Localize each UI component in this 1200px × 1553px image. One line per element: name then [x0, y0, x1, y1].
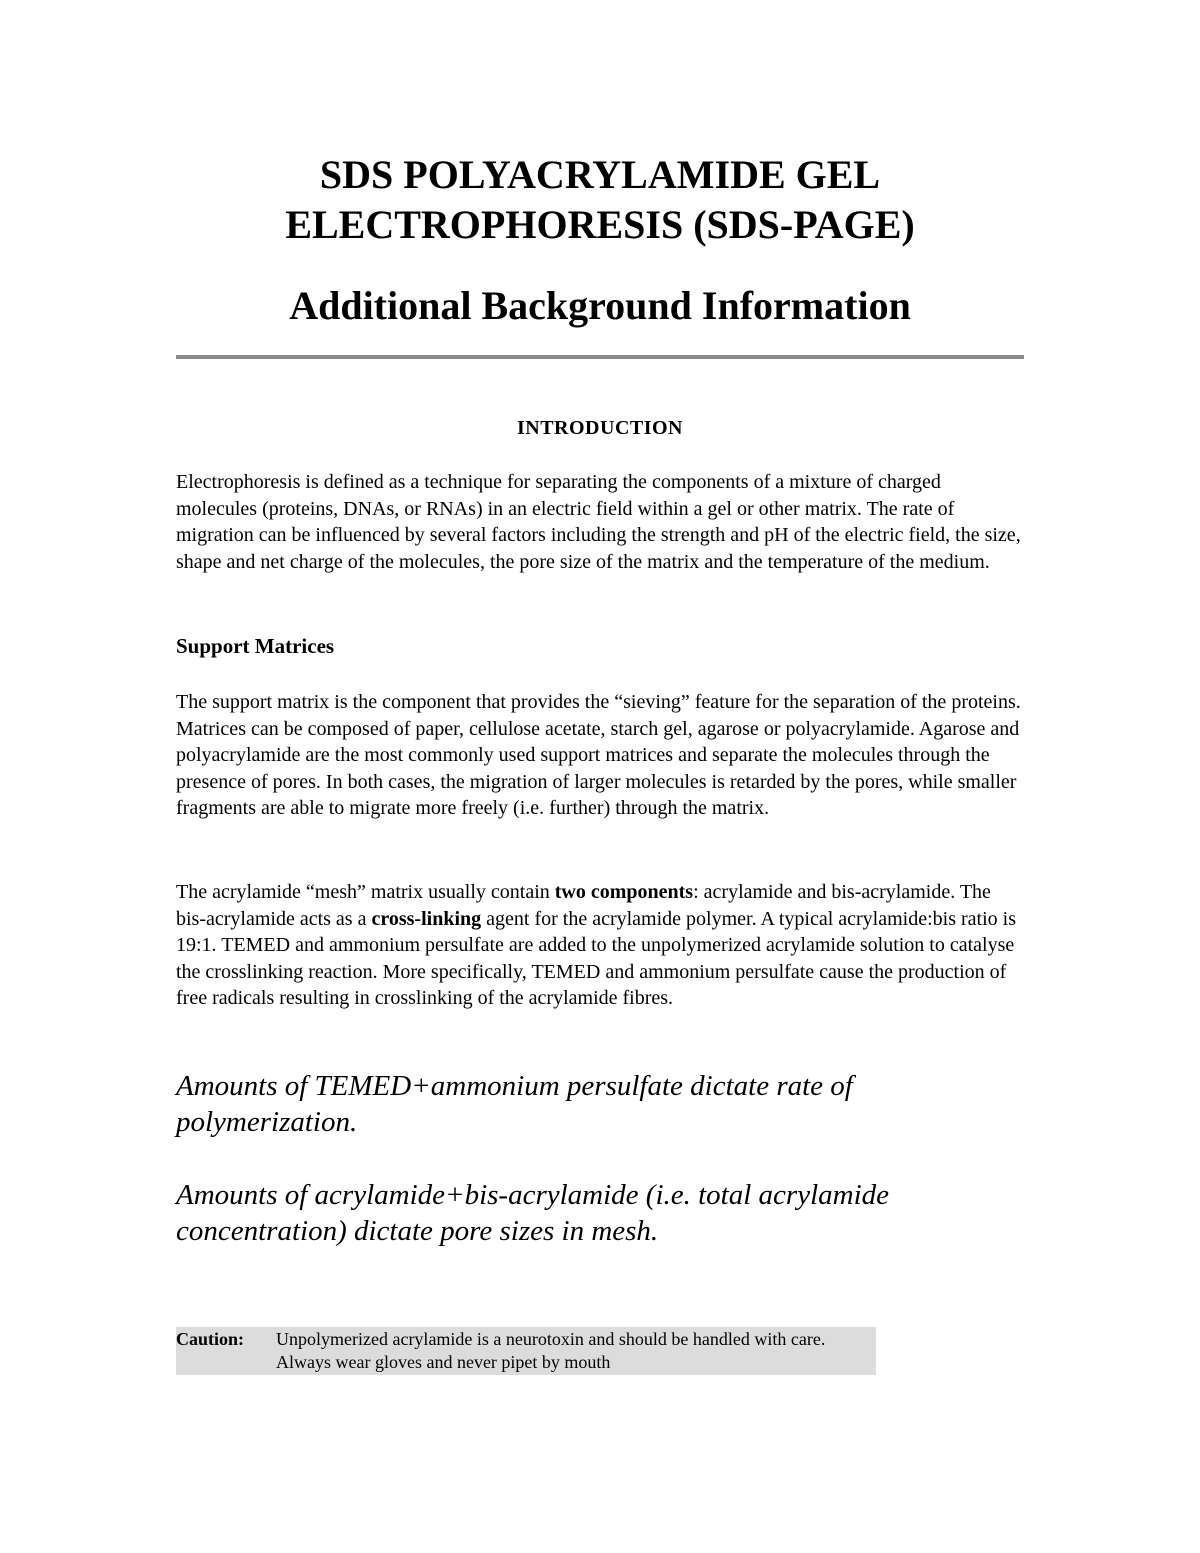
caution-line-2: Always wear gloves and never pipet by mouth	[276, 1352, 611, 1372]
document-subtitle: Additional Background Information	[289, 283, 911, 328]
introduction-heading: INTRODUCTION	[516, 417, 684, 439]
acrylamide-text-3: agent for the acrylamide polymer. A typical acrylamide:bis ratio is 19:1. TEMED and ammonium persulfate are added to the unpolymerized acrylamide solution to catalyse the crosslinking reaction. More specifically, TEMED and ammonium persulfate cause the production of free radicals resulting in crosslinking of the acrylamide fibres.	[176, 907, 1016, 1010]
acrylamide-paragraph	[176, 879, 1024, 1012]
acrylamide-text-1: The acrylamide “mesh” matrix usually contain	[176, 881, 555, 903]
caution-text	[276, 1328, 876, 1374]
support-matrices-paragraph: The support matrix is the component that provides the “sieving” feature for the separation of the proteins. Matrices can be composed of paper, cellulose acetate, starch gel, agarose or polyacrylamide. Agarose and polyacrylamide are the most commonly used support matrices and separate the molecules through the presence of pores. In both cases, the migration of larger molecules is retarded by the pores, while smaller fragments are able to migrate more freely (i.e. further) through the matrix.	[176, 691, 1021, 820]
horizontal-rule	[176, 355, 1024, 359]
cross-linking-bold: cross-linking	[371, 907, 482, 930]
support-matrices-heading: Support Matrices	[176, 634, 335, 658]
caution-line-1: Unpolymerized acrylamide is a neurotoxin and should be handled with care.	[276, 1329, 826, 1349]
acrylamide-text-2: : acrylamide and bis-acrylamide. The bis-acrylamide acts as a	[176, 881, 991, 930]
emphasis-pore-size: Amounts of acrylamide+bis-acrylamide (i.e. total acrylamide concentration) dictate pore sizes in mesh.	[176, 1179, 890, 1247]
introduction-paragraph: Electrophoresis is defined as a technique for separating the components of a mixture of charged molecules (proteins, DNAs, or RNAs) in an electric field within a gel or other matrix. The rate of migration can be influenced by several factors including the strength and pH of the electric field, the size, shape and net charge of the molecules, the pore size of the matrix and the temperature of the medium.	[176, 471, 1021, 573]
caution-label: Caution:	[176, 1329, 245, 1349]
emphasis-polymerization-rate: Amounts of TEMED+ammonium persulfate dictate rate of polymerization.	[176, 1070, 853, 1138]
two-components-bold: two components	[554, 881, 694, 903]
document-title: SDS POLYACRYLAMIDE GEL ELECTROPHORESIS (SDS-PAGE)	[285, 152, 915, 247]
caution-box	[176, 1327, 876, 1375]
